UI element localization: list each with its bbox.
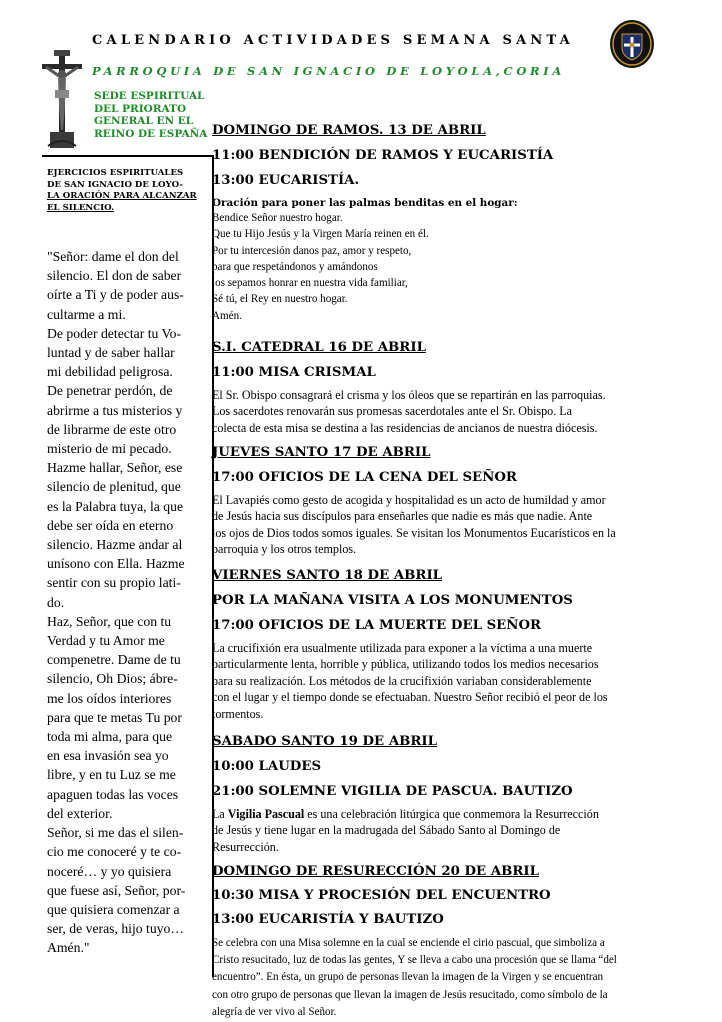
event-domingo-2: 13:00 EUCARISTÍA Y BAUTIZO [212,912,444,927]
oracion-line: Por tu intercesión danos paz, amor y respeto, [212,244,412,257]
oracion-line: los sepamos honrar en nuestra vida familiar, [212,277,408,290]
prayer-line: do. [47,594,65,610]
description-line: los ojos de Dios todos somos iguales. Se visitan los Monumentos Eucarísticos en la [212,525,616,540]
prayer-line: silencio de plenitud, que [47,479,181,495]
oracion-line: para que respetándonos y amándonos [212,260,378,273]
sidebar-title-line [47,191,207,203]
description-line: de Jesús hacia sus discípulos para enseñarles que nadie es más que nadie. Ante [212,509,593,524]
description-line: de Jesús y tiene lugar en la madrugada del Sábado Santo al Domingo de [212,823,561,838]
prayer-line: Haz, Señor, que con tu [47,613,172,629]
description-line: La crucifixión era usualmente utilizada para exponer a la víctima a una muerte [212,641,593,655]
prayer-line: mi debilidad peligrosa. [47,364,173,380]
sidebar-title-line: EL SILENCIO. [47,202,115,213]
prayer-line: para que te metas Tu por [47,709,182,725]
prayer-line: Amén." [47,940,90,956]
oracion-line: Que tu Hijo Jesús y la Virgen María reinen en él. [212,228,429,241]
prayer-line: me los oídos interiores [47,690,172,706]
priorato-seal-icon [608,18,656,70]
prayer-line: libre, y en tu Luz se me [47,767,176,783]
description-line [212,806,680,822]
event-viernes-2: 17:00 OFICIOS DE LA MUERTE DEL SEÑOR [212,618,542,633]
catedral-description [212,387,680,436]
description-line: con otro grupo de personas que llevan la imagen de Jesús resucitado, como símbolo de la [212,988,608,1001]
prayer-line: del exterior. [47,805,113,821]
description-line: El Lavapiés como gesto de acogida y hospitalidad es un acto de humildad y amor [212,493,606,507]
vigilia-pascual-term: Vigilia Pascual [227,807,305,821]
prayer-line: luntad y de saber hallar [47,345,175,361]
prayer-line: De penetrar perdón, de [47,383,173,399]
prayer-line: oírte a Ti y de poder aus- [47,287,184,303]
domingo-description [212,935,690,1021]
prayer-line: sentir con su propio lati- [47,575,181,591]
prayer-line: que quisiera comenzar a [47,901,180,917]
prayer-line: apaguen todas las voces [47,786,179,802]
prayer-line: misterio de mi pecado. [47,441,172,457]
description-line: tormentos. [212,706,264,721]
description-fragment: es una celebración litúrgica que conmemora la Resurrección [304,807,599,821]
prayer-line: silencio. Hazme andar al [47,537,183,553]
viernes-description [212,640,680,722]
prayer-line: silencio, Oh Dios; ábre- [47,671,178,687]
date-heading-viernes: VIERNES SANTO 18 DE ABRIL [212,568,443,583]
prayer-line: toda mi alma, para que [47,729,173,745]
document-title: CALENDARIO ACTIVIDADES SEMANA SANTA [92,33,574,48]
sede-caption [94,90,206,140]
event-ramos-1: 11:00 BENDICIÓN DE RAMOS Y EUCARISTÍA [212,148,554,163]
event-domingo-1: 10:30 MISA Y PROCESIÓN DEL ENCUENTRO [212,888,551,903]
prayer-line: Verdad y tu Amor me [47,633,165,649]
description-fragment: La [212,807,228,821]
prayer-line: unísono con Ella. Hazme [47,556,185,572]
description-line: particularmente lenta, horrible y pública, utilizando todos los medios necesarios [212,657,599,672]
prayer-line: compenetre. Dame de tu [47,652,181,668]
prayer-line: silencio. El don de saber [47,268,182,284]
sede-line: REINO DE ESPAÑA [94,127,208,140]
event-sabado-2: 21:00 SOLEMNE VIGILIA DE PASCUA. BAUTIZO [212,784,573,799]
sidebar-title-fragment: LA [47,191,60,201]
prayer-line: en esa invasión sea yo [47,748,169,764]
prayer-line: "Señor: dame el don del [47,249,179,264]
date-heading-jueves: JUEVES SANTO 17 DE ABRIL [212,445,431,460]
sidebar-title-line: EJERCICIOS ESPIRITUALES [47,168,184,178]
jueves-description [212,492,680,558]
date-heading-sabado: SABADO SANTO 19 DE ABRIL [212,734,438,749]
prayer-line: abrirme a tus misterios y [47,402,183,418]
description-line: para su realización. Los métodos de la crucifixión variaban considerablemente [212,673,592,688]
event-catedral-1: 11:00 MISA CRISMAL [212,365,376,380]
oracion-line: Bendice Señor nuestro hogar. [212,212,343,224]
description-line: Cristo resucitado, luz de todas las gentes, Y se lleva a cabo una procesión que se llama “del [212,954,617,967]
date-heading-catedral: S.I. CATEDRAL 16 DE ABRIL [212,340,426,355]
description-line: El Sr. Obispo consagrará el crisma y los óleos que se repartirán en las parroquias. [212,388,606,402]
date-heading-domingo: DOMINGO DE RESURECCIÓN 20 DE ABRIL [212,864,539,879]
event-jueves-1: 17:00 OFICIOS DE LA CENA DEL SEÑOR [212,470,517,485]
description-line: colecta de esta misa se destina a las residencias de ancianos de nuestra diócesis. [212,420,598,435]
sidebar-title [47,168,207,214]
date-heading-ramos: DOMINGO DE RAMOS. 13 DE ABRIL [212,123,486,138]
description-line: Los sacerdotes renovarán sus promesas sacerdotales ante el Sr. Obispo. La [212,404,573,419]
sidebar-title-fragment: ORACIÓN PARA ALCANZAR [59,191,197,201]
silence-prayer [47,247,207,958]
event-sabado-1: 10:00 LAUDES [212,759,322,774]
oracion-title: Oración para poner las palmas benditas en el hogar: [212,197,518,209]
prayer-line: cio me conoceré y te co- [47,844,182,860]
sede-line: SEDE ESPIRITUAL [94,90,205,102]
prayer-line: Señor, si me das el silen- [47,825,184,841]
oracion-body [212,210,680,324]
sede-line: DEL PRIORATO [94,102,187,115]
event-ramos-2: 13:00 EUCARISTÍA. [212,173,360,188]
parish-name: PARROQUIA DE SAN IGNACIO DE LOYOLA,CORIA [92,64,566,78]
description-line: Se celebra con una Misa solemne en la cual se enciende el cirio pascual, que simboliza a [212,937,605,949]
description-line: alegría de ver vivo al Señor. [212,1005,337,1018]
oracion-line: Sé tú, el Rey en nuestro hogar. [212,293,348,306]
prayer-line: de librarme de este otro [47,421,177,437]
prayer-line: ser, de veras, hijo tuyo… [47,921,185,937]
description-line: encuentro”. En ésta, un grupo de personas llevan la imagen de la Virgen y se encuentran [212,971,604,984]
prayer-line: debe ser oída en eterno [47,517,174,533]
description-line: con el lugar y el tiempo donde se efectuaban. Nuestro Señor recibió el peor de los [212,690,608,705]
description-line: parroquia y los otros templos. [212,542,357,557]
sede-line: GENERAL EN EL [94,115,194,127]
prayer-line: que fuese así, Señor, por- [47,882,186,898]
prayer-line: cultarme a mi. [47,306,126,322]
oracion-line: Amén. [212,309,242,322]
event-viernes-1: POR LA MAÑANA VISITA A LOS MONUMENTOS [212,593,573,608]
prayer-line: Hazme hallar, Señor, ese [47,460,183,476]
crucifix-icon [40,50,84,150]
sabado-description [212,806,680,855]
sidebar-title-line: DE SAN IGNACIO DE LOYO- [47,179,183,190]
prayer-line: De poder detectar tu Vo- [47,325,182,341]
description-line: Resurrección. [212,839,279,854]
prayer-line: es la Palabra tuya, la que [47,498,184,514]
prayer-line: noceré… y yo quisiera [47,863,172,879]
